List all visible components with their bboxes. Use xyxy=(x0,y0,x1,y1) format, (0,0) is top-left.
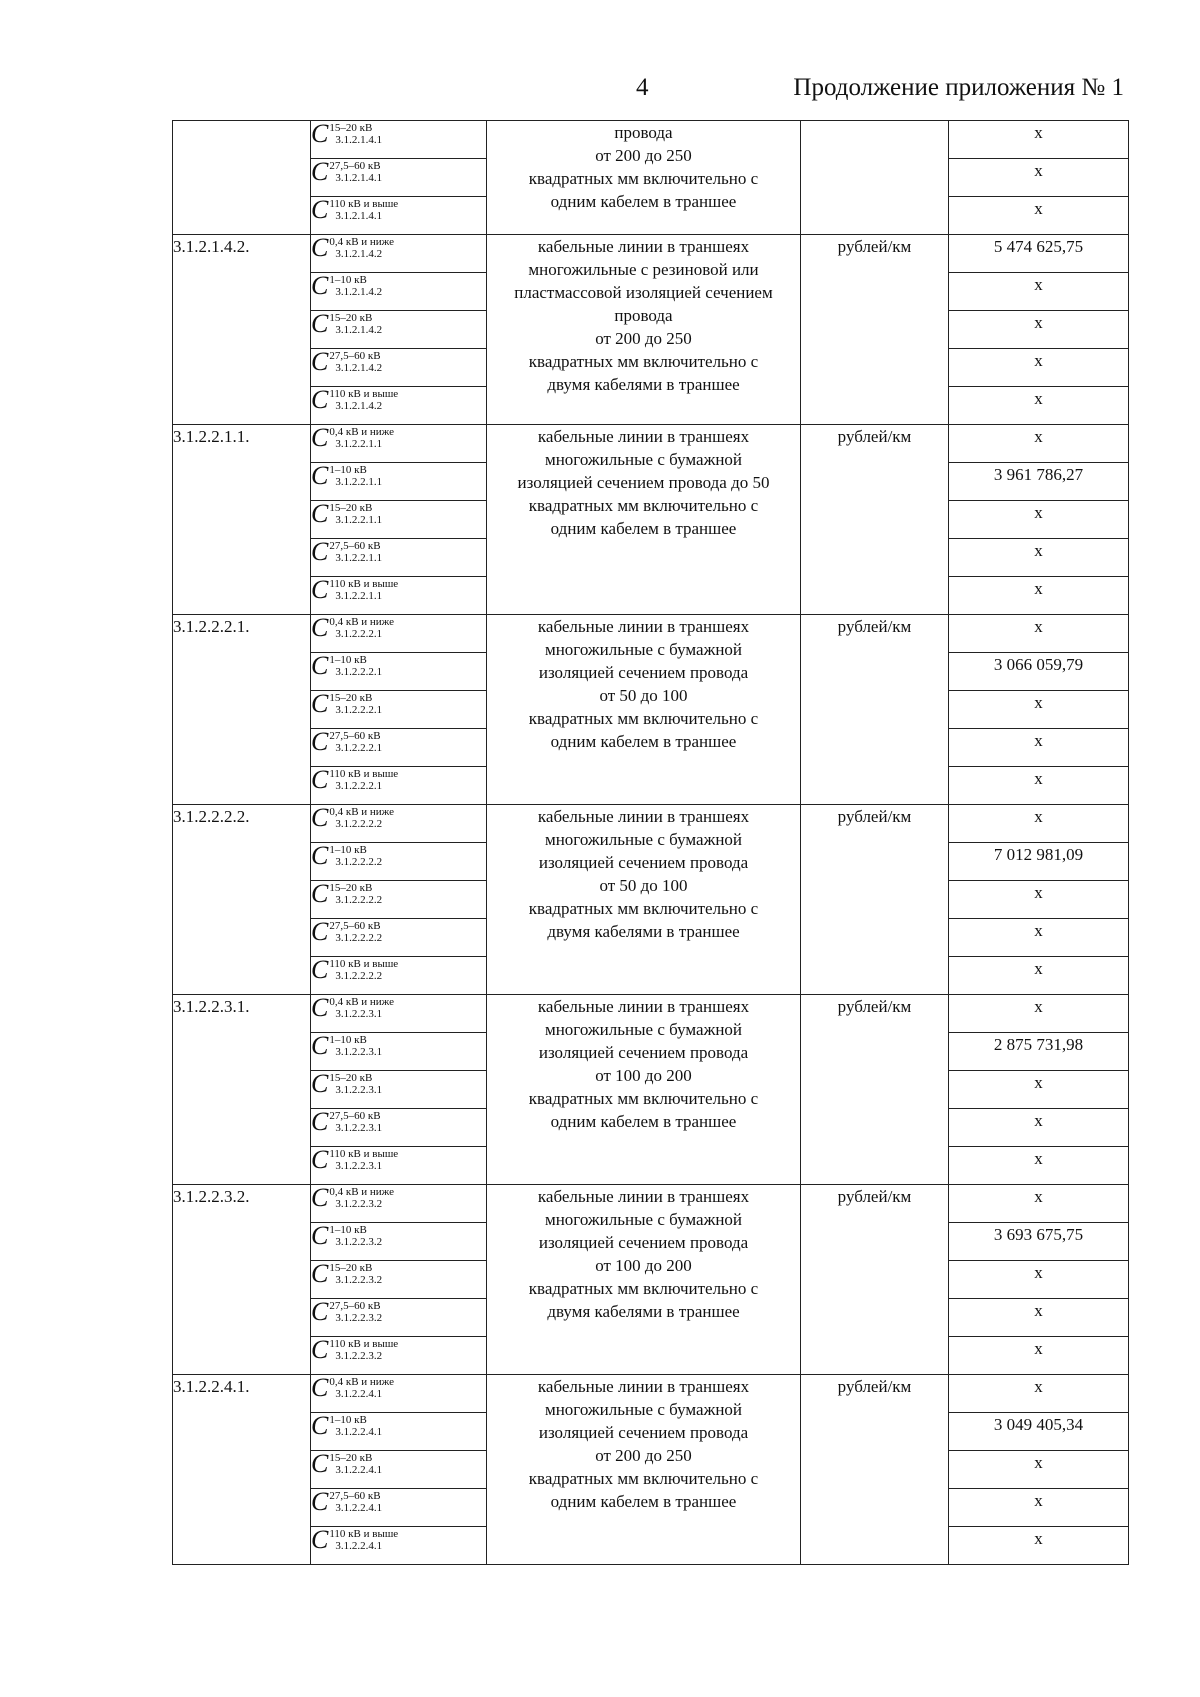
rate-symbol xyxy=(311,1337,487,1375)
symbol-letter: C xyxy=(311,1145,329,1175)
symbol-letter: C xyxy=(311,1297,329,1327)
voltage-superscript: 27,5–60 кВ xyxy=(329,1300,381,1313)
rate-value: 3 049 405,34 xyxy=(949,1413,1129,1451)
voltage-superscript: 27,5–60 кВ xyxy=(329,920,381,933)
voltage-superscript: 27,5–60 кВ xyxy=(329,160,381,173)
symbol-letter: C xyxy=(311,1487,329,1517)
voltage-superscript: 1–10 кВ xyxy=(329,1034,367,1047)
symbol-indices xyxy=(329,996,394,1020)
table-row xyxy=(173,121,1129,159)
rate-value: х xyxy=(949,1147,1129,1185)
symbol-letter: C xyxy=(311,1107,329,1137)
item-code: 3.1.2.1.4.2. xyxy=(173,235,311,425)
rate-symbol xyxy=(311,197,487,235)
voltage-superscript: 0,4 кВ и ниже xyxy=(329,616,395,629)
symbol-indices xyxy=(329,616,394,640)
rate-value: 2 875 731,98 xyxy=(949,1033,1129,1071)
symbol-letter: C xyxy=(311,765,329,795)
table-row xyxy=(173,805,1129,843)
symbol-indices xyxy=(329,198,398,222)
rate-value: х xyxy=(949,729,1129,767)
code-subscript: 3.1.2.2.2.2 xyxy=(335,932,383,945)
item-description: кабельные линии в траншеях многожильные с бумажной изоляцией сечением провода от 200 до 250 квадратных мм включительно с одним кабелем в траншее xyxy=(487,1375,801,1565)
code-subscript: 3.1.2.2.3.2 xyxy=(335,1350,383,1363)
rate-value: х xyxy=(949,159,1129,197)
symbol-letter: C xyxy=(311,537,329,567)
symbol-letter: C xyxy=(311,917,329,947)
symbol-indices xyxy=(329,388,398,412)
rate-symbol xyxy=(311,539,487,577)
symbol-letter: C xyxy=(311,803,329,833)
symbol-indices xyxy=(329,692,382,716)
voltage-superscript: 27,5–60 кВ xyxy=(329,1490,381,1503)
rate-symbol xyxy=(311,159,487,197)
rate-symbol xyxy=(311,425,487,463)
rate-symbol xyxy=(311,1147,487,1185)
voltage-superscript: 27,5–60 кВ xyxy=(329,730,381,743)
symbol-letter: C xyxy=(311,993,329,1023)
code-subscript: 3.1.2.2.4.1 xyxy=(335,1502,383,1515)
symbol-letter: C xyxy=(311,727,329,757)
symbol-indices xyxy=(329,806,394,830)
voltage-superscript: 0,4 кВ и ниже xyxy=(329,806,395,819)
rate-symbol xyxy=(311,273,487,311)
symbol-letter: C xyxy=(311,575,329,605)
symbol-letter: C xyxy=(311,1031,329,1061)
table-row xyxy=(173,1375,1129,1413)
item-code: 3.1.2.2.4.1. xyxy=(173,1375,311,1565)
rate-symbol xyxy=(311,387,487,425)
voltage-superscript: 110 кВ и выше xyxy=(329,198,399,211)
code-subscript: 3.1.2.2.2.2 xyxy=(335,970,383,983)
symbol-indices xyxy=(329,502,382,526)
rate-value: х xyxy=(949,539,1129,577)
rate-value: х xyxy=(949,311,1129,349)
rate-symbol xyxy=(311,121,487,159)
symbol-letter: C xyxy=(311,157,329,187)
code-subscript: 3.1.2.1.4.1 xyxy=(335,134,383,147)
unit-of-measure: рублей/км xyxy=(801,805,949,995)
symbol-indices xyxy=(329,844,382,868)
rate-value: х xyxy=(949,1451,1129,1489)
rate-value: х xyxy=(949,615,1129,653)
symbol-letter: C xyxy=(311,1335,329,1365)
symbol-letter: C xyxy=(311,423,329,453)
voltage-superscript: 0,4 кВ и ниже xyxy=(329,1376,395,1389)
code-subscript: 3.1.2.2.3.1 xyxy=(335,1160,383,1173)
item-description: провода от 200 до 250 квадратных мм включительно с одним кабелем в траншее xyxy=(487,121,801,235)
symbol-letter: C xyxy=(311,1069,329,1099)
symbol-letter: C xyxy=(311,1449,329,1479)
rate-symbol xyxy=(311,1527,487,1565)
rate-symbol xyxy=(311,1261,487,1299)
rate-symbol xyxy=(311,843,487,881)
rate-symbol xyxy=(311,767,487,805)
code-subscript: 3.1.2.2.2.2 xyxy=(335,894,383,907)
code-subscript: 3.1.2.2.3.1 xyxy=(335,1084,383,1097)
symbol-letter: C xyxy=(311,955,329,985)
rate-value: х xyxy=(949,919,1129,957)
item-code xyxy=(173,121,311,235)
rate-symbol xyxy=(311,349,487,387)
code-subscript: 3.1.2.2.2.1 xyxy=(335,704,383,717)
code-subscript: 3.1.2.2.3.2 xyxy=(335,1274,383,1287)
symbol-letter: C xyxy=(311,1373,329,1403)
code-subscript: 3.1.2.2.2.1 xyxy=(335,780,383,793)
rate-value: х xyxy=(949,1375,1129,1413)
rate-symbol xyxy=(311,311,487,349)
symbol-indices xyxy=(329,920,382,944)
symbol-letter: C xyxy=(311,1221,329,1251)
voltage-superscript: 110 кВ и выше xyxy=(329,1338,399,1351)
rate-value: 5 474 625,75 xyxy=(949,235,1129,273)
symbol-indices xyxy=(329,122,382,146)
code-subscript: 3.1.2.1.4.2 xyxy=(335,286,383,299)
voltage-superscript: 110 кВ и выше xyxy=(329,578,399,591)
symbol-indices xyxy=(329,1072,382,1096)
rate-symbol xyxy=(311,1109,487,1147)
symbol-indices xyxy=(329,312,382,336)
voltage-superscript: 1–10 кВ xyxy=(329,1224,367,1237)
rate-value: х xyxy=(949,273,1129,311)
rate-symbol xyxy=(311,1413,487,1451)
code-subscript: 3.1.2.2.1.1 xyxy=(335,590,383,603)
symbol-letter: C xyxy=(311,879,329,909)
voltage-superscript: 15–20 кВ xyxy=(329,882,373,895)
code-subscript: 3.1.2.2.3.1 xyxy=(335,1046,383,1059)
symbol-letter: C xyxy=(311,689,329,719)
code-subscript: 3.1.2.2.4.1 xyxy=(335,1540,383,1553)
voltage-superscript: 15–20 кВ xyxy=(329,1262,373,1275)
symbol-indices xyxy=(329,274,382,298)
symbol-indices xyxy=(329,768,398,792)
item-description: кабельные линии в траншеях многожильные с бумажной изоляцией сечением провода от 100 до 200 квадратных мм включительно с двумя кабелями в траншее xyxy=(487,1185,801,1375)
code-subscript: 3.1.2.2.2.2 xyxy=(335,856,383,869)
symbol-letter: C xyxy=(311,385,329,415)
rate-symbol xyxy=(311,653,487,691)
item-description: кабельные линии в траншеях многожильные с бумажной изоляцией сечением провода до 50 квадратных мм включительно с одним кабелем в траншее xyxy=(487,425,801,615)
rate-value: 7 012 981,09 xyxy=(949,843,1129,881)
voltage-superscript: 0,4 кВ и ниже xyxy=(329,236,395,249)
symbol-letter: C xyxy=(311,119,329,149)
symbol-indices xyxy=(329,1262,382,1286)
code-subscript: 3.1.2.2.3.2 xyxy=(335,1198,383,1211)
rate-value: х xyxy=(949,1109,1129,1147)
code-subscript: 3.1.2.2.1.1 xyxy=(335,514,383,527)
rate-symbol xyxy=(311,577,487,615)
code-subscript: 3.1.2.2.2.1 xyxy=(335,628,383,641)
rate-symbol xyxy=(311,1185,487,1223)
rate-symbol xyxy=(311,501,487,539)
rate-symbol xyxy=(311,1299,487,1337)
voltage-superscript: 110 кВ и выше xyxy=(329,388,399,401)
voltage-superscript: 15–20 кВ xyxy=(329,502,373,515)
voltage-superscript: 110 кВ и выше xyxy=(329,1528,399,1541)
rate-value: 3 693 675,75 xyxy=(949,1223,1129,1261)
voltage-superscript: 27,5–60 кВ xyxy=(329,350,381,363)
rate-symbol xyxy=(311,463,487,501)
voltage-superscript: 15–20 кВ xyxy=(329,1072,373,1085)
item-description: кабельные линии в траншеях многожильные с бумажной изоляцией сечением провода от 50 до 100 квадратных мм включительно с одним кабелем в траншее xyxy=(487,615,801,805)
item-description: кабельные линии в траншеях многожильные с бумажной изоляцией сечением провода от 50 до 100 квадратных мм включительно с двумя кабелями в траншее xyxy=(487,805,801,995)
symbol-letter: C xyxy=(311,461,329,491)
rate-symbol xyxy=(311,957,487,995)
code-subscript: 3.1.2.2.3.1 xyxy=(335,1008,383,1021)
rate-symbol xyxy=(311,615,487,653)
symbol-indices xyxy=(329,464,382,488)
symbol-indices xyxy=(329,1186,394,1210)
voltage-superscript: 15–20 кВ xyxy=(329,312,373,325)
code-subscript: 3.1.2.2.3.2 xyxy=(335,1312,383,1325)
voltage-superscript: 110 кВ и выше xyxy=(329,768,399,781)
rate-value: х xyxy=(949,957,1129,995)
rate-value: х xyxy=(949,197,1129,235)
symbol-letter: C xyxy=(311,347,329,377)
rate-symbol xyxy=(311,995,487,1033)
rate-symbol xyxy=(311,1489,487,1527)
voltage-superscript: 27,5–60 кВ xyxy=(329,540,381,553)
rate-value: х xyxy=(949,1185,1129,1223)
rate-value: х xyxy=(949,121,1129,159)
unit-of-measure: рублей/км xyxy=(801,1185,949,1375)
rate-symbol xyxy=(311,1451,487,1489)
symbol-letter: C xyxy=(311,1259,329,1289)
voltage-superscript: 0,4 кВ и ниже xyxy=(329,1186,395,1199)
table-row xyxy=(173,615,1129,653)
symbol-indices xyxy=(329,1224,382,1248)
symbol-indices xyxy=(329,1528,398,1552)
table-row xyxy=(173,425,1129,463)
rate-value: х xyxy=(949,1299,1129,1337)
symbol-letter: C xyxy=(311,1411,329,1441)
voltage-superscript: 110 кВ и выше xyxy=(329,1148,399,1161)
voltage-superscript: 1–10 кВ xyxy=(329,1414,367,1427)
symbol-indices xyxy=(329,654,382,678)
voltage-superscript: 1–10 кВ xyxy=(329,844,367,857)
code-subscript: 3.1.2.2.1.1 xyxy=(335,476,383,489)
symbol-indices xyxy=(329,1452,382,1476)
rate-symbol xyxy=(311,805,487,843)
rate-value: х xyxy=(949,1527,1129,1565)
item-code: 3.1.2.2.3.1. xyxy=(173,995,311,1185)
symbol-letter: C xyxy=(311,309,329,339)
unit-of-measure: рублей/км xyxy=(801,615,949,805)
unit-of-measure xyxy=(801,121,949,235)
symbol-indices xyxy=(329,1300,382,1324)
symbol-indices xyxy=(329,1376,394,1400)
code-subscript: 3.1.2.1.4.1 xyxy=(335,210,383,223)
rate-value: х xyxy=(949,577,1129,615)
item-description: кабельные линии в траншеях многожильные с резиновой или пластмассовой изоляцией сечением провода от 200 до 250 квадратных мм включительно с двумя кабелями в траншее xyxy=(487,235,801,425)
voltage-superscript: 0,4 кВ и ниже xyxy=(329,426,395,439)
symbol-letter: C xyxy=(311,233,329,263)
symbol-indices xyxy=(329,1338,398,1362)
symbol-letter: C xyxy=(311,271,329,301)
symbol-indices xyxy=(329,350,382,374)
item-code: 3.1.2.2.3.2. xyxy=(173,1185,311,1375)
rate-value: 3 066 059,79 xyxy=(949,653,1129,691)
rate-value: х xyxy=(949,995,1129,1033)
symbol-indices xyxy=(329,1490,382,1514)
rate-value: х xyxy=(949,805,1129,843)
symbol-indices xyxy=(329,1414,382,1438)
symbol-indices xyxy=(329,1034,382,1058)
rate-symbol xyxy=(311,729,487,767)
symbol-letter: C xyxy=(311,1525,329,1555)
code-subscript: 3.1.2.2.1.1 xyxy=(335,438,383,451)
symbol-letter: C xyxy=(311,841,329,871)
unit-of-measure: рублей/км xyxy=(801,425,949,615)
rates-table xyxy=(172,120,1129,1565)
symbol-indices xyxy=(329,730,382,754)
rate-value: х xyxy=(949,1489,1129,1527)
voltage-superscript: 15–20 кВ xyxy=(329,692,373,705)
symbol-indices xyxy=(329,236,394,260)
code-subscript: 3.1.2.2.2.1 xyxy=(335,742,383,755)
unit-of-measure: рублей/км xyxy=(801,1375,949,1565)
code-subscript: 3.1.2.2.4.1 xyxy=(335,1464,383,1477)
rate-value: х xyxy=(949,881,1129,919)
symbol-letter: C xyxy=(311,651,329,681)
rate-symbol xyxy=(311,1223,487,1261)
symbol-letter: C xyxy=(311,195,329,225)
voltage-superscript: 1–10 кВ xyxy=(329,274,367,287)
item-description: кабельные линии в траншеях многожильные с бумажной изоляцией сечением провода от 100 до 200 квадратных мм включительно с одним кабелем в траншее xyxy=(487,995,801,1185)
code-subscript: 3.1.2.2.3.1 xyxy=(335,1122,383,1135)
voltage-superscript: 15–20 кВ xyxy=(329,122,373,135)
code-subscript: 3.1.2.2.1.1 xyxy=(335,552,383,565)
rate-value: х xyxy=(949,1337,1129,1375)
rate-symbol xyxy=(311,881,487,919)
voltage-superscript: 1–10 кВ xyxy=(329,654,367,667)
rate-symbol xyxy=(311,1375,487,1413)
code-subscript: 3.1.2.1.4.1 xyxy=(335,172,383,185)
rate-value: х xyxy=(949,387,1129,425)
voltage-superscript: 110 кВ и выше xyxy=(329,958,399,971)
voltage-superscript: 15–20 кВ xyxy=(329,1452,373,1465)
symbol-letter: C xyxy=(311,613,329,643)
item-code: 3.1.2.2.1.1. xyxy=(173,425,311,615)
symbol-letter: C xyxy=(311,499,329,529)
voltage-superscript: 27,5–60 кВ xyxy=(329,1110,381,1123)
symbol-indices xyxy=(329,1148,398,1172)
item-code: 3.1.2.2.2.2. xyxy=(173,805,311,995)
code-subscript: 3.1.2.2.3.2 xyxy=(335,1236,383,1249)
symbol-indices xyxy=(329,160,382,184)
symbol-letter: C xyxy=(311,1183,329,1213)
rate-symbol xyxy=(311,235,487,273)
code-subscript: 3.1.2.1.4.2 xyxy=(335,324,383,337)
rate-value: 3 961 786,27 xyxy=(949,463,1129,501)
symbol-indices xyxy=(329,1110,382,1134)
rate-symbol xyxy=(311,919,487,957)
code-subscript: 3.1.2.2.4.1 xyxy=(335,1388,383,1401)
unit-of-measure: рублей/км xyxy=(801,995,949,1185)
symbol-indices xyxy=(329,958,398,982)
code-subscript: 3.1.2.2.4.1 xyxy=(335,1426,383,1439)
appendix-continuation-title: Продолжение приложения № 1 xyxy=(793,74,1124,101)
rate-value: х xyxy=(949,767,1129,805)
rate-value: х xyxy=(949,1261,1129,1299)
symbol-indices xyxy=(329,578,398,602)
page-number: 4 xyxy=(636,74,649,101)
symbol-indices xyxy=(329,426,394,450)
code-subscript: 3.1.2.2.2.1 xyxy=(335,666,383,679)
symbol-indices xyxy=(329,540,382,564)
rate-symbol xyxy=(311,691,487,729)
code-subscript: 3.1.2.2.2.2 xyxy=(335,818,383,831)
rate-symbol xyxy=(311,1033,487,1071)
code-subscript: 3.1.2.1.4.2 xyxy=(335,362,383,375)
rate-value: х xyxy=(949,501,1129,539)
rate-value: х xyxy=(949,349,1129,387)
rate-value: х xyxy=(949,691,1129,729)
symbol-indices xyxy=(329,882,382,906)
table-row xyxy=(173,1185,1129,1223)
unit-of-measure: рублей/км xyxy=(801,235,949,425)
code-subscript: 3.1.2.1.4.2 xyxy=(335,400,383,413)
table-row xyxy=(173,235,1129,273)
rate-value: х xyxy=(949,425,1129,463)
voltage-superscript: 0,4 кВ и ниже xyxy=(329,996,395,1009)
rate-symbol xyxy=(311,1071,487,1109)
rate-value: х xyxy=(949,1071,1129,1109)
table-row xyxy=(173,995,1129,1033)
item-code: 3.1.2.2.2.1. xyxy=(173,615,311,805)
voltage-superscript: 1–10 кВ xyxy=(329,464,367,477)
code-subscript: 3.1.2.1.4.2 xyxy=(335,248,383,261)
